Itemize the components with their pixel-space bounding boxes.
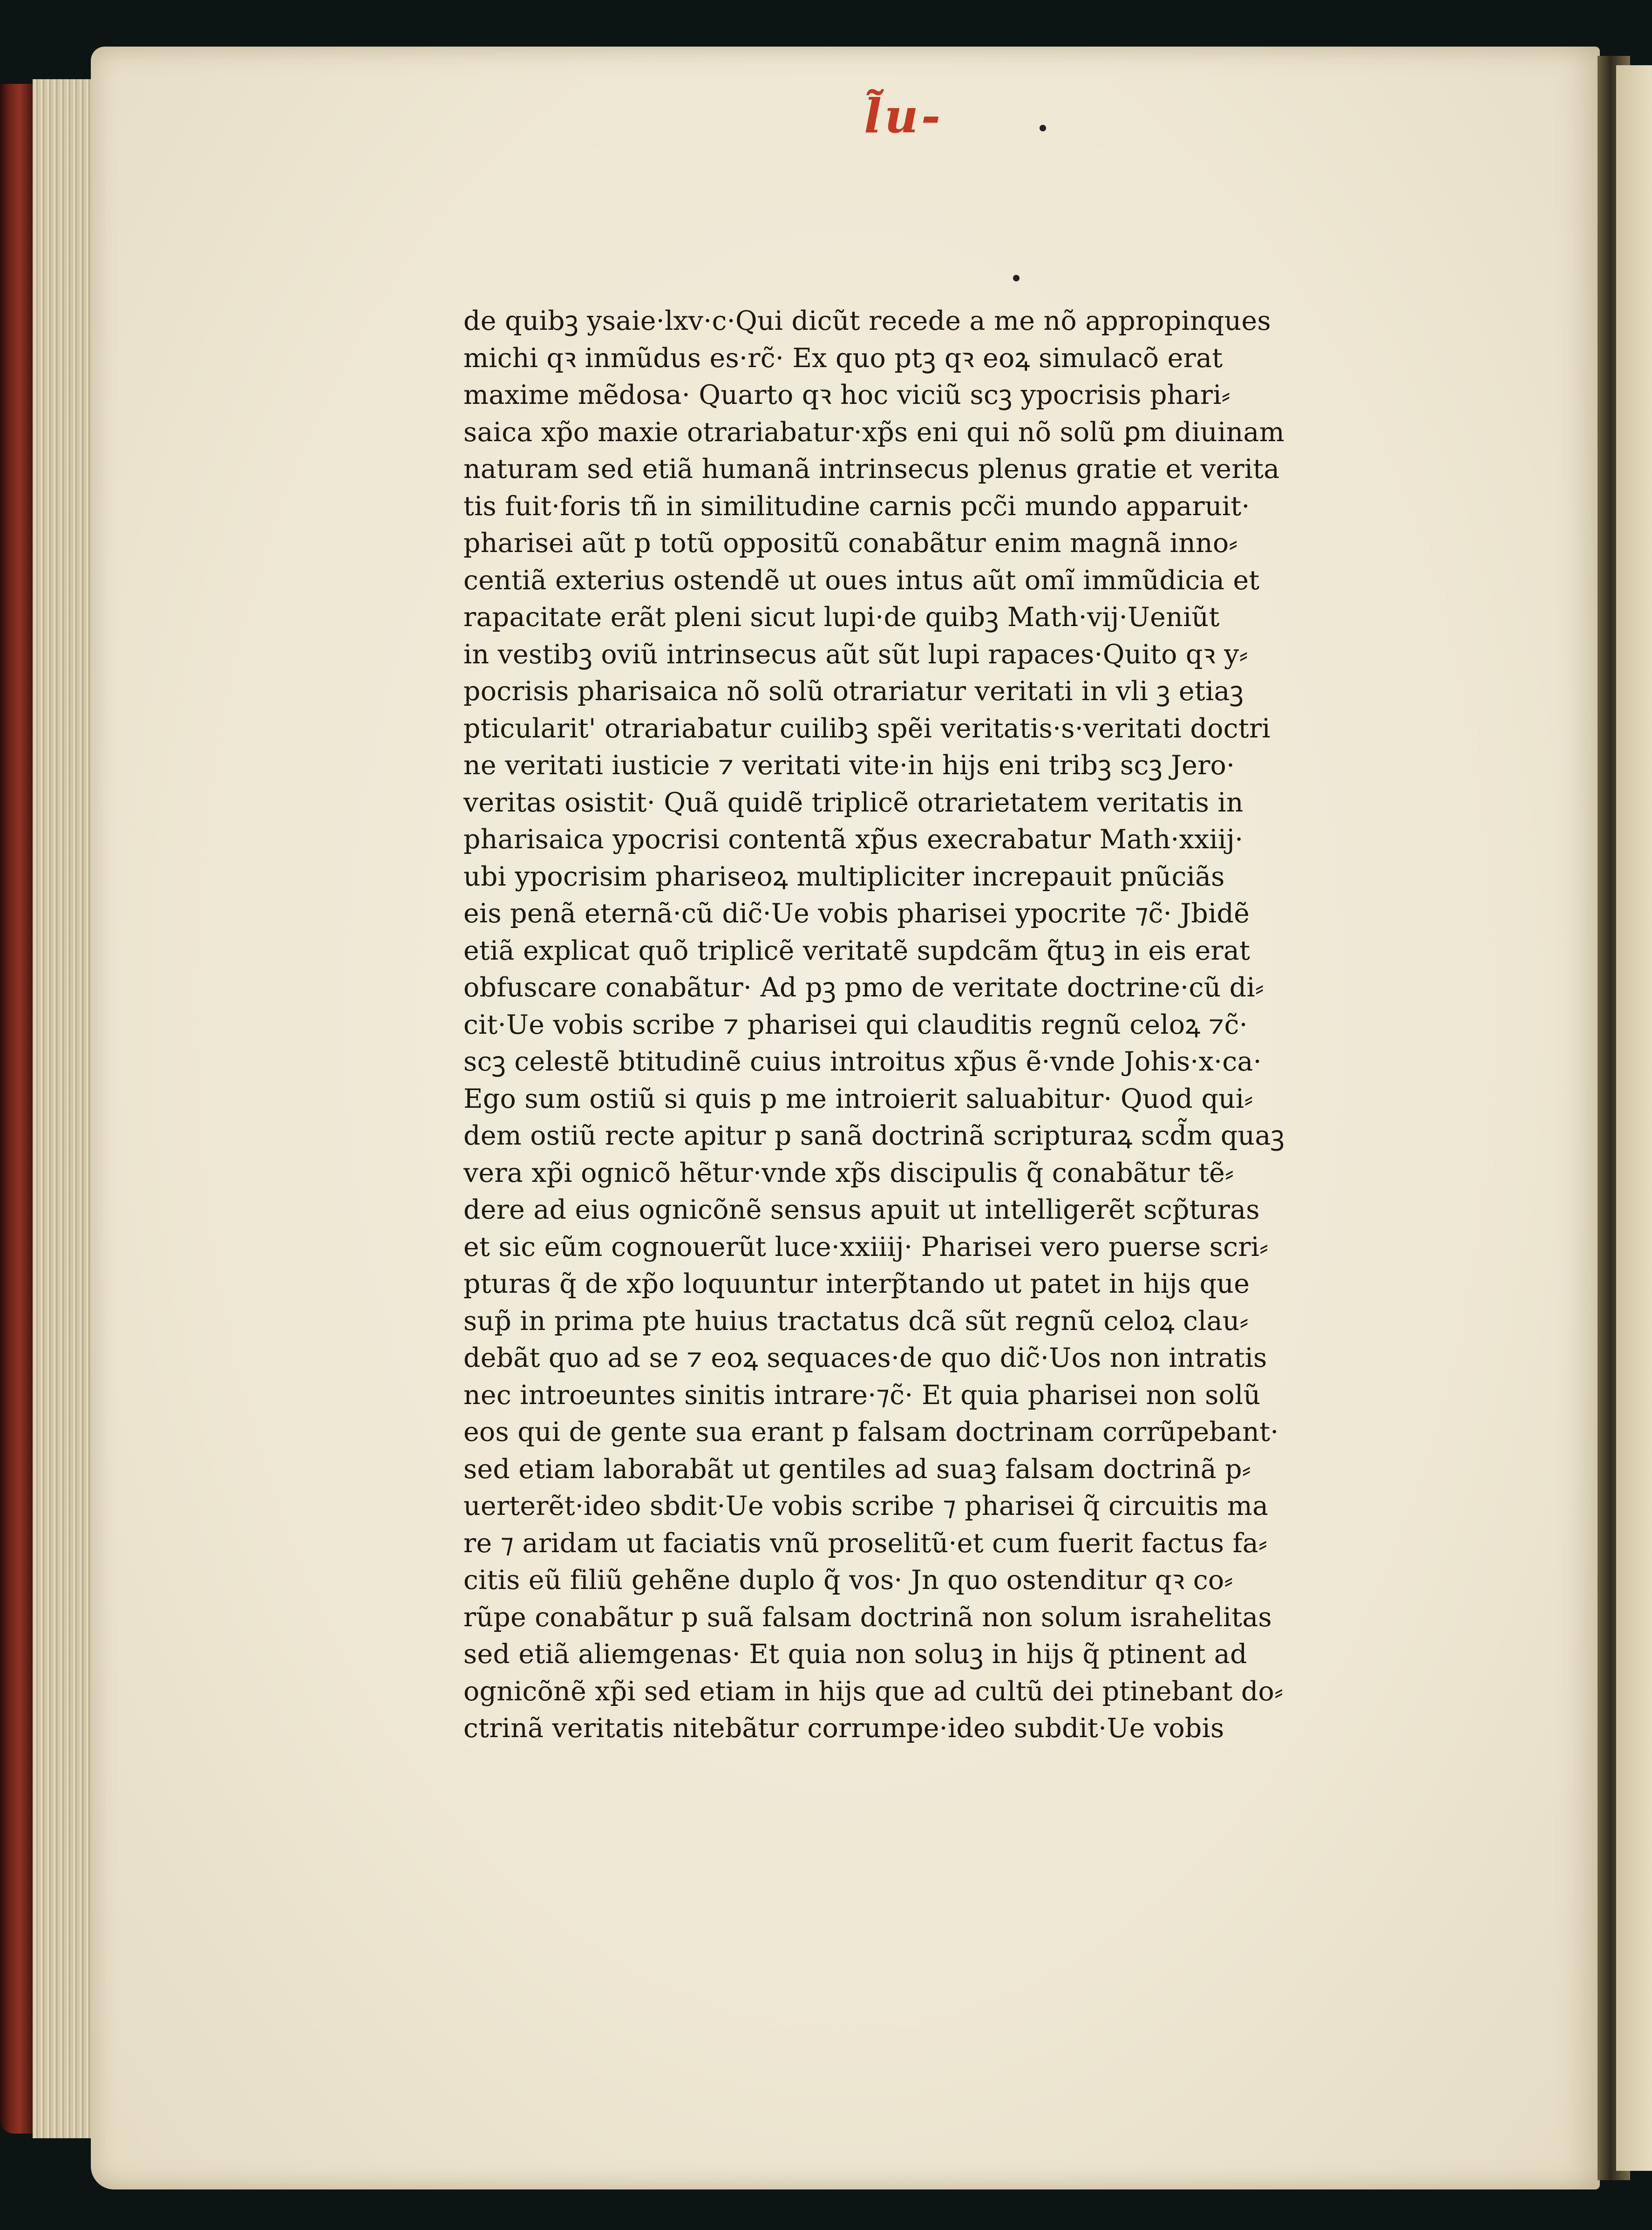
text-line: citis eũ filiũ gehẽne duplo q̃ vos· Jn quo ostenditur qꝛ co⸗ xyxy=(463,1565,1233,1596)
text-line: in vestibꝫ oviũ intrinsecus aũt sũt lupi rapaces·Quito qꝛ y⸗ xyxy=(463,639,1248,670)
text-line: ubi ypocrisim phariseoꝝ multipliciter increpauit pnũciãs xyxy=(463,861,1225,892)
text-line: michi qꝛ inmũdus es·rc̃· Ex quo ptꝫ qꝛ eoꝝ simulacõ erat xyxy=(463,342,1223,374)
text-line: debãt quo ad se ⁊ eoꝝ sequaces·de quo dic̃·Uos non intratis xyxy=(463,1343,1267,1373)
text-line: pharisei aũt p totũ oppositũ conabãtur enim magnã inno⸗ xyxy=(463,528,1238,559)
text-line: scꝫ celestẽ btitudinẽ cuius introitus xp̃us ẽ·vnde Johis·x·ca· xyxy=(463,1046,1262,1077)
text-line: eis penã eternã·cũ dic̃·Ue vobis pharisei ypocrite ⁊c̃· Jbidẽ xyxy=(463,898,1250,929)
text-line: vera xp̃i ognicõ hẽtur·vnde xp̃s discipulis q̃ conabãtur tẽ⸗ xyxy=(463,1157,1234,1188)
text-line: pocrisis pharisaica nõ solũ otrariatur veritati in vli ꝫ etiaꝫ xyxy=(463,676,1244,707)
text-line: eos qui de gente sua erant p falsam doctrinam corrũpebant· xyxy=(463,1417,1279,1447)
text-line: rapacitate erãt pleni sicut lupi·de quibꝫ Math·vij·Ueniũt xyxy=(463,602,1220,633)
text-line: obfuscare conabãtur· Ad pꝫ pmo de veritate doctrine·cũ di⸗ xyxy=(463,972,1264,1003)
text-line: etiã explicat quõ triplicẽ veritatẽ supdcãm q̃tuꝫ in eis erat xyxy=(463,935,1251,966)
text-line: rũpe conabãtur p suã falsam doctrinã non solum israhelitas xyxy=(463,1602,1272,1633)
text-line: ne veritati iusticie ⁊ veritati vite·in hijs eni tribꝫ scꝫ Jero· xyxy=(463,750,1235,781)
text-line: de quibꝫ ysaie·lxv·c·Qui dicũt recede a me nõ appropinques xyxy=(463,306,1271,336)
ink-dot xyxy=(1040,125,1046,131)
text-line: cit·Ue vobis scribe ⁊ pharisei qui clauditis regnũ celoꝝ ⁊c̃· xyxy=(463,1009,1248,1040)
marginal-note: l̃u- xyxy=(864,89,944,143)
text-line: pturas q̃ de xp̃o loquuntur interp̃tando ut patet in hijs que xyxy=(463,1268,1250,1299)
text-line: dem ostiũ recte apitur p sanã doctrinã scripturaꝝ scd̃m quaꝫ xyxy=(463,1120,1285,1151)
text-line: et sic eũm cognouerũt luce·xxiiij· Pharisei vero puerse scri⸗ xyxy=(463,1231,1269,1262)
text-line: naturam sed etiã humanã intrinsecus plenus gratie et verita xyxy=(463,454,1280,484)
text-line: pharisaica ypocrisi contentã xp̃us execrabatur Math·xxiij· xyxy=(463,824,1244,855)
text-line: tis fuit·foris tñ in similitudine carnis pcc̃i mundo apparuit· xyxy=(463,491,1250,522)
text-line: dere ad eius ognicõnẽ sensus apuit ut intelligerẽt scp̃turas xyxy=(463,1194,1260,1225)
text-line: sed etiam laborabãt ut gentiles ad suaꝫ falsam doctrinã p⸗ xyxy=(463,1453,1251,1485)
text-line: sup̃ in prima pte huius tractatus dcã sũt regnũ celoꝝ clau⸗ xyxy=(463,1305,1249,1337)
facing-page-edge xyxy=(1616,65,1652,2171)
text-line: re ⁊ aridam ut faciatis vnũ proselitũ·et cum fuerit factus fa⸗ xyxy=(463,1528,1268,1559)
text-line: nec introeuntes sinitis intrare·⁊c̃· Et quia pharisei non solũ xyxy=(463,1379,1261,1411)
text-line: veritas osistit· Quã quidẽ triplicẽ otrarietatem veritatis in xyxy=(463,787,1244,818)
book-binding-edge xyxy=(0,84,33,2134)
text-line: maxime mẽdosa· Quarto qꝛ hoc viciũ scꝫ ypocrisis phari⸗ xyxy=(463,380,1231,410)
text-line: Ego sum ostiũ si quis p me introierit saluabitur· Quod qui⸗ xyxy=(463,1083,1253,1114)
page-edges xyxy=(33,79,93,2138)
text-column xyxy=(463,303,1320,1747)
text-line: ognicõnẽ xp̃i sed etiam in hijs que ad cultũ dei ptinebant do⸗ xyxy=(463,1676,1284,1707)
text-line: centiã exterius ostendẽ ut oues intus aũt omĩ immũdicia et xyxy=(463,565,1260,596)
text-line: pticularit' otrariabatur cuilibꝫ spẽi veritatis·s·veritati doctri xyxy=(463,713,1271,744)
text-line: uerterẽt·ideo sbdit·Ue vobis scribe ⁊ pharisei q̃ circuitis ma xyxy=(463,1491,1269,1521)
text-line: saica xp̃o maxie otrariabatur·xp̃s eni qui nõ solũ ꝑm diuinam xyxy=(463,416,1285,448)
text-line: sed etiã aliemgenas· Et quia non soluꝫ in hijs q̃ ptinent ad xyxy=(463,1639,1247,1670)
ink-dot xyxy=(1013,275,1020,281)
text-line: ctrinã veritatis nitebãtur corrumpe·ideo subdit·Ue vobis xyxy=(463,1713,1224,1744)
